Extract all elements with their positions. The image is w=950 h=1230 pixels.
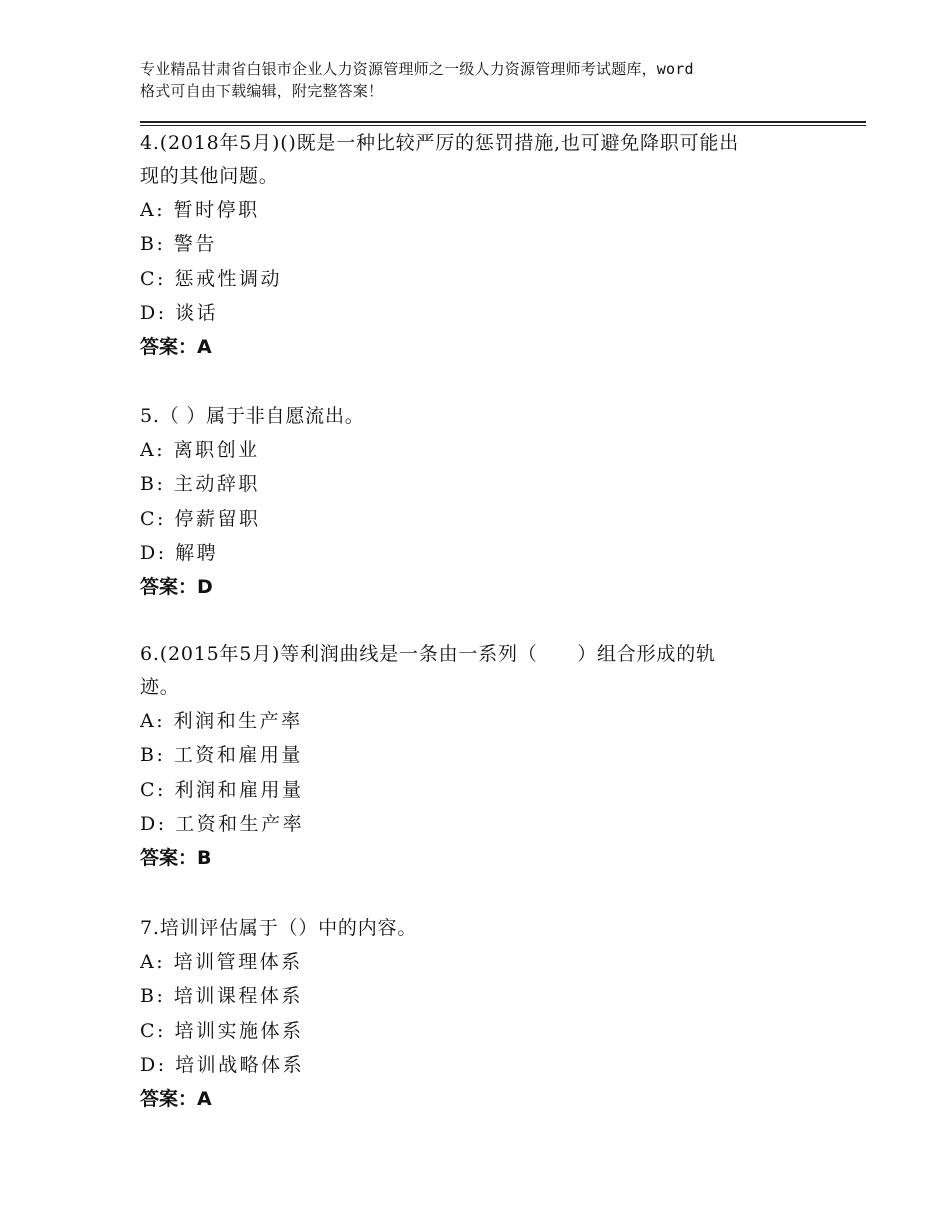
option-b: B: 主动辞职	[140, 473, 260, 496]
header-rule-thin	[140, 125, 866, 126]
answer-label: 答案：A	[140, 1088, 212, 1111]
option-b: B: 工资和雇用量	[140, 744, 303, 767]
question-stem-line-1: 4.(2018年5月)()既是一种比较严厉的惩罚措施,也可避免降职可能出	[140, 132, 740, 154]
header-line-2: 格式可自由下载编辑，附完整答案！	[140, 82, 384, 100]
option-b: B: 警告	[140, 233, 217, 256]
question-stem-line-2: 迹。	[140, 676, 180, 698]
question-stem-line-2: 现的其他问题。	[140, 165, 279, 187]
option-c: C: 停薪留职	[140, 507, 261, 530]
option-d: D: 培训战略体系	[140, 1053, 305, 1076]
question-block-7	[140, 912, 840, 1116]
option-c: C: 培训实施体系	[140, 1019, 304, 1042]
answer-label: 答案：D	[140, 576, 213, 599]
option-d: D: 工资和生产率	[140, 812, 305, 835]
header-rule-thick	[140, 121, 866, 123]
option-a: A: 暂时停职	[140, 199, 260, 221]
question-block-4	[140, 127, 840, 364]
question-stem	[140, 638, 840, 704]
question-stem	[140, 400, 840, 433]
question-block-5	[140, 400, 840, 604]
option-a: A: 培训管理体系	[140, 951, 303, 973]
answer-label: 答案：A	[140, 336, 212, 359]
option-a: A: 离职创业	[140, 439, 260, 461]
option-c: C: 利润和雇用量	[140, 778, 304, 801]
option-c: C: 惩戒性调动	[140, 267, 282, 290]
question-stem	[140, 912, 840, 945]
option-a: A: 利润和生产率	[140, 710, 303, 732]
header-line-1: 专业精品甘肃省白银市企业人力资源管理师之一级人力资源管理师考试题库，word	[140, 60, 694, 78]
question-stem-line-1: 7.培训评估属于（）中的内容。	[140, 917, 418, 939]
answer-label: 答案：B	[140, 847, 212, 870]
question-stem	[140, 127, 840, 193]
question-block-6	[140, 638, 840, 875]
question-stem-line-1: 6.(2015年5月)等利润曲线是一条由一系列（ ）组合形成的轨	[140, 643, 716, 665]
option-d: D: 谈话	[140, 301, 219, 324]
question-stem-line-1: 5.（ ）属于非自愿流出。	[140, 405, 365, 427]
option-d: D: 解聘	[140, 541, 219, 564]
option-b: B: 培训课程体系	[140, 985, 303, 1008]
document-header	[140, 58, 830, 102]
